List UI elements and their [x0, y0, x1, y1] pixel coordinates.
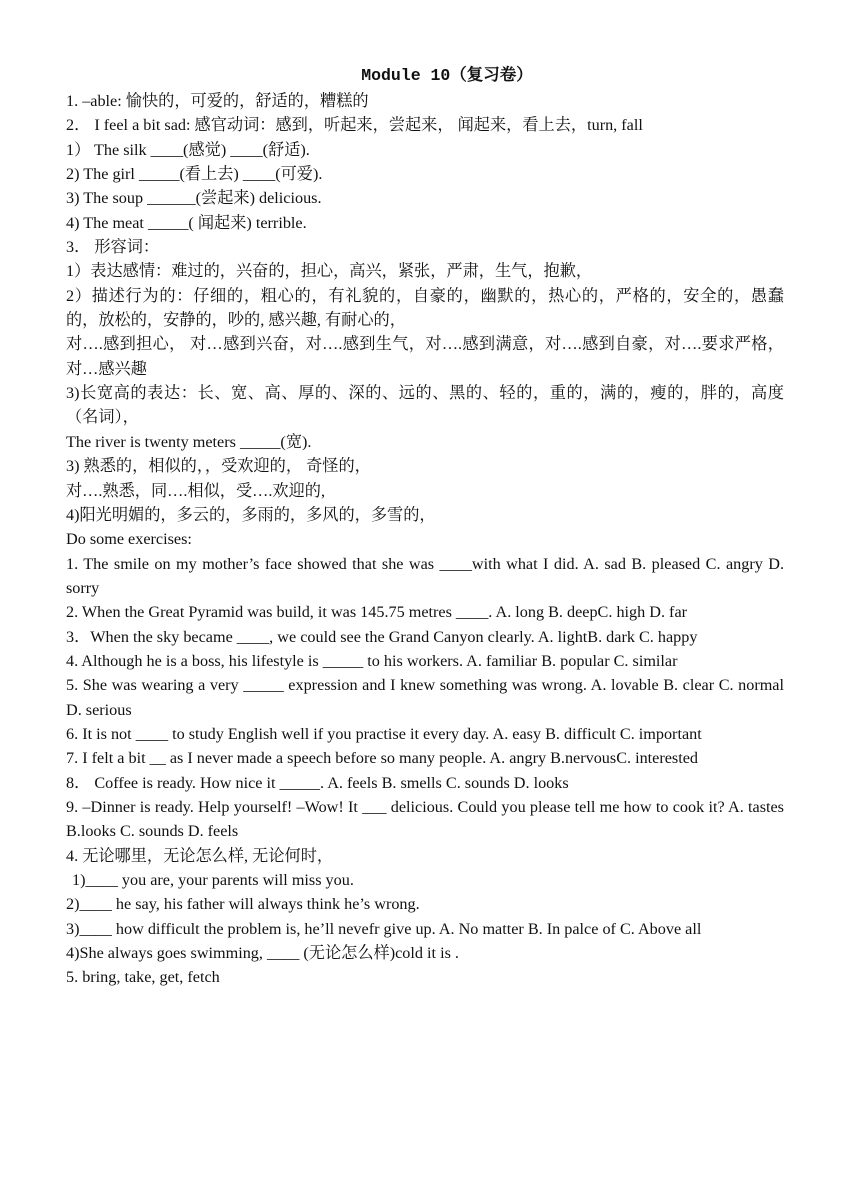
- doc-line: 5. She was wearing a very _____ expression and I knew something was wrong. A. lovable B. clear C. normal D. serious: [66, 676, 784, 719]
- doc-line: 3．When the sky became ____, we could see the Grand Canyon clearly. A. lightB. dark C. happy: [66, 627, 698, 646]
- doc-line: 3)长宽高的表达：长、宽、高、厚的、深的、远的、黑的、轻的，重的，满的，瘦的，胖的，高度（名词），: [66, 384, 784, 427]
- doc-line: 4)She always goes swimming, ____ (无论怎么样)cold it is .: [66, 944, 459, 963]
- doc-line: 2）描述行为的：仔细的，粗心的，有礼貌的，自豪的，幽默的，热心的，严格的，安全的，愚蠢的，放松的，安静的，吵的, 感兴趣, 有耐心的，: [66, 286, 784, 330]
- doc-line: 8． Coffee is ready. How nice it _____. A. feels B. smells C. sounds D. looks: [66, 773, 569, 792]
- doc-line: 4. Although he is a boss, his lifestyle is _____ to his workers. A. familiar B. popular C. similar: [66, 651, 678, 670]
- doc-line: 5. bring, take, get, fetch: [66, 968, 220, 987]
- doc-line: 7. I felt a bit __ as I never made a speech before so many people. A. angry B.nervousC. interested: [66, 749, 699, 768]
- doc-line: 1)____ you are, your parents will miss you.: [72, 871, 354, 889]
- doc-line: 3． 形容词：: [66, 238, 160, 257]
- doc-line: 1. The smile on my mother’s face showed that she was ____with what I did. A. sad B. pleased C. angry D. sorry: [66, 554, 784, 597]
- doc-line: Do some exercises:: [66, 530, 192, 549]
- doc-line: 2． I feel a bit sad: 感官动词：感到，听起来，尝起来， 闻起来，看上去，turn, fall: [66, 116, 643, 135]
- doc-line: 对….感到担心， 对…感到兴奋，对….感到生气，对….感到满意，对….感到自豪，对….要求严格， 对…感兴趣: [66, 335, 784, 378]
- doc-line: 4) The meat _____( 闻起来) terrible.: [66, 213, 307, 232]
- doc-line: 3)____ how difficult the problem is, he’ll nevefr give up. A. No matter B. In palce of C. Above all: [66, 919, 702, 938]
- doc-line: The river is twenty meters _____(宽).: [66, 432, 312, 451]
- doc-line: 4)阳光明媚的，多云的，多雨的，多风的，多雪的，: [66, 505, 436, 524]
- document-page: [66, 62, 784, 990]
- doc-line: 对….熟悉，同….相似，受….欢迎的,: [66, 481, 325, 500]
- doc-line: 1. –able: 愉快的，可爱的，舒适的，糟糕的: [66, 92, 369, 110]
- page-title: Module 10（复习卷）: [361, 66, 533, 85]
- doc-line: 3) 熟悉的，相似的，，受欢迎的， 奇怪的，: [66, 457, 371, 476]
- doc-line: 4. 无论哪里，无论怎么样, 无论何时，: [66, 846, 334, 865]
- doc-line: 6. It is not ____ to study English well if you practise it every day. A. easy B. difficult C. important: [66, 724, 702, 743]
- doc-line: 2. When the Great Pyramid was build, it was 145.75 metres ____. A. long B. deepC. high D. far: [66, 603, 688, 622]
- doc-line: 1）表达感情：难过的，兴奋的，担心，高兴，紧张，严肃，生气，抱歉，: [66, 262, 593, 281]
- doc-line: 2)____ he say, his father will always think he’s wrong.: [66, 895, 420, 914]
- doc-line: 3) The soup ______(尝起来) delicious.: [66, 189, 322, 208]
- doc-line: 1） The silk ____(感觉) ____(舒适).: [66, 140, 310, 159]
- doc-line: 9. –Dinner is ready. Help yourself! –Wow! It ___ delicious. Could you please tell me how to cook it? A. tastes B.looks C. sounds D. feels: [66, 797, 784, 841]
- doc-line: 2) The girl _____(看上去) ____(可爱).: [66, 165, 323, 184]
